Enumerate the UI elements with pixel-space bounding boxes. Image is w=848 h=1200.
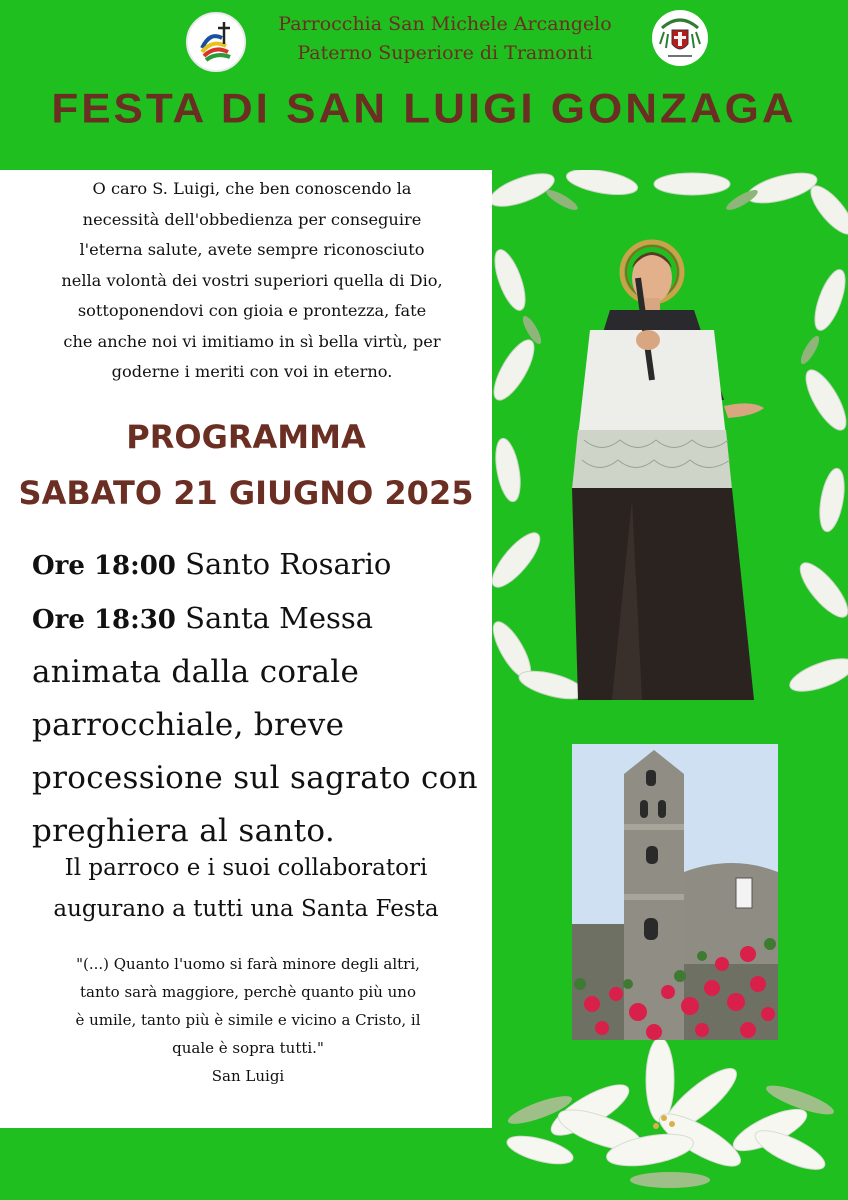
schedule-title: Santa Messa [185,601,374,635]
quote-line: è umile, tanto più è simile e vicino a Cristo, il [75,1011,421,1029]
quote-author: San Luigi [211,1067,285,1085]
saint-quote [14,950,482,1090]
prayer-line: che anche noi vi imitiamo in sì bella virtù, per [63,331,441,351]
description-line: processione sul sagrato con [32,760,478,796]
lily-flowers-image [500,1040,848,1200]
quote-line: quale è sopra tutti." [172,1039,324,1057]
prayer-line: l'eterna salute, avete sempre riconosciuto [79,240,425,259]
saint-statue-image [492,170,848,700]
prayer-text [22,174,482,388]
description-line: animata dalla corale [32,654,360,690]
schedule-time: Ore 18:30 [32,605,176,635]
page-title: FESTA DI SAN LUIGI GONZAGA [51,85,797,132]
quote-line: tanto sarà maggiore, perchè quanto più uno [80,983,416,1001]
prayer-line: sottoponendovi con gioia e prontezza, fate [77,301,427,320]
prayer-line: necessità dell'obbedienza per conseguire [82,209,422,229]
program-heading: PROGRAMMA [126,418,366,456]
schedule-time: Ore 18:00 [32,551,176,581]
prayer-line: goderne i meriti con voi in eterno. [111,362,393,381]
quote-line: "(...) Quanto l'uomo si farà minore degli altri, [76,955,420,973]
schedule [32,538,487,858]
parish-line-2: Paterno Superiore di Tramonti [297,42,593,64]
greeting-line-2: augurano a tutti una Santa Festa [53,896,439,922]
greeting-line-1: Il parroco e i suoi collaboratori [64,855,428,881]
greeting [0,848,492,930]
church-photo [572,744,778,1040]
prayer-line: O caro S. Luigi, che ben conoscendo la [92,179,412,198]
schedule-item [32,592,487,646]
description-line: parrocchiale, breve [32,707,345,743]
schedule-item [32,538,487,592]
parish-name [250,10,640,68]
schedule-title: Santo Rosario [185,547,392,581]
jubilee-logo-icon [186,12,246,72]
bishop-coat-of-arms-icon [652,10,708,66]
parish-line-1: Parrocchia San Michele Arcangelo [278,13,612,35]
event-date: SABATO 21 GIUGNO 2025 [18,474,474,512]
prayer-line: nella volontà dei vostri superiori quella di Dio, [61,270,443,290]
schedule-description [32,646,487,858]
header [0,0,848,170]
description-line: preghiera al santo. [32,813,335,849]
